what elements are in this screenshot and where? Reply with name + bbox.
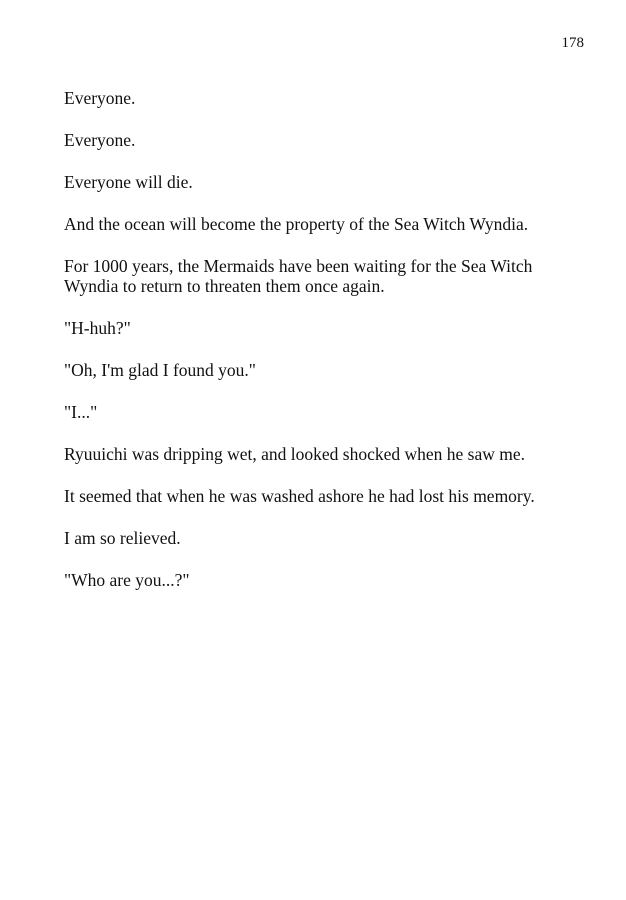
paragraph: "Who are you...?"	[64, 570, 190, 590]
paragraph: "I..."	[64, 402, 98, 422]
paragraph: "H-huh?"	[64, 318, 131, 338]
paragraph: I am so relieved.	[64, 528, 181, 548]
paragraph: It seemed that when he was washed ashore he had lost his memory.	[64, 486, 535, 506]
page-number: 178	[561, 35, 584, 51]
paragraph: Everyone will die.	[64, 172, 193, 192]
paragraph: "Oh, I'm glad I found you."	[64, 360, 256, 380]
body-text	[64, 88, 564, 612]
paragraph: For 1000 years, the Mermaids have been waiting for the Sea Witch Wyndia to return to threaten them once again.	[64, 256, 533, 296]
paragraph: Everyone.	[64, 88, 136, 108]
paragraph: And the ocean will become the property of the Sea Witch Wyndia.	[64, 214, 529, 234]
paragraph: Ryuuichi was dripping wet, and looked shocked when he saw me.	[64, 444, 526, 464]
paragraph: Everyone.	[64, 130, 136, 150]
